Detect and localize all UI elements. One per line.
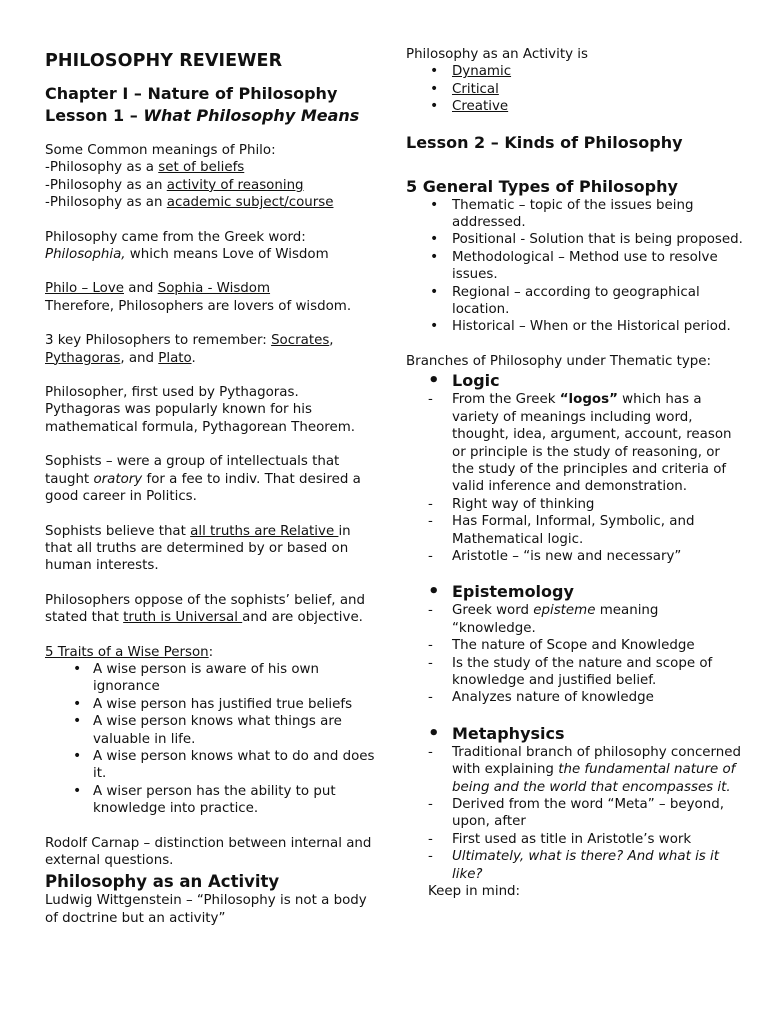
philosopher-name: Socrates [271,333,330,349]
list-item: • Methodological – Method use to resolve issues. [406,249,746,284]
philo-line [45,280,375,297]
wittgenstein-quote: Ludwig Wittgenstein – “Philosophy is not a body of doctrine but an activity” [45,893,367,926]
traits-title: 5 Traits of a Wise Person [45,644,209,660]
right-column [406,0,746,900]
list-item: - Derived from the word “Meta” – beyond, upon, after [406,796,746,831]
oratory-term: oratory [93,471,143,487]
activity-heading: Philosophy as an Activity [45,872,280,892]
philosopher-name: Plato [158,350,192,366]
meaning-underlined: activity of reasoning [166,177,304,193]
metaphysics-text: Traditional branch of philosophy concerned with explaining [452,744,742,778]
list-item [406,81,746,98]
types-heading: 5 General Types of Philosophy [406,176,678,196]
activity-list [406,63,746,115]
list-item [406,391,746,495]
activity-intro: Philosophy as an Activity is [406,47,588,62]
universal-truth: truth is Universal [123,610,243,626]
left-column [45,0,375,927]
list-item: - First used as title in Aristotle’s work [406,831,746,848]
list-item: - Right way of thinking [406,496,746,513]
sophists-text: for a fee to indiv. That desired a good career in Politics. [45,471,361,505]
metaphysics-emphasis: the fundamental nature of being and the world that encompasses it. [452,762,736,795]
lesson1-title: What Philosophy Means [143,106,360,125]
branches-intro: Branches of Philosophy under Thematic type: [406,353,712,369]
list-item: • Thematic – topic of the issues being addressed. [406,197,746,232]
philo-conclusion: Therefore, Philosophers are lovers of wisdom. [45,298,352,314]
sophists-belief [45,523,375,575]
relative-truth: all truths are Relative [190,523,339,539]
meaning-item [45,194,375,211]
meanings-heading: Some Common meanings of Philo: [45,143,276,158]
meaning-underlined: set of beliefs [158,160,245,176]
sophists-text: Sophists – were a group of intellectuals that taught [45,454,340,487]
separator: , and [120,350,159,366]
list-item: • Regional – according to geographical location. [406,284,746,319]
logic-text: From the Greek [452,392,560,408]
philosopher-name: Pythagoras [45,350,121,366]
belief-text: in that all truths are determined by or based on human interests. [45,523,351,574]
list-item: - Aristotle – “is new and necessary” [406,548,746,565]
lesson2-heading: Lesson 2 – Kinds of Philosophy [406,132,683,152]
belief-text: Sophists believe that [45,523,191,539]
list-item: • Historical – When or the Historical period. [406,318,746,335]
greek-word-line [45,246,375,263]
sophia-term: Sophia - Wisdom [157,281,271,297]
meanings-block [45,142,375,212]
epistemology-list [406,602,746,706]
list-item: • A wise person has justified true beliefs [45,696,375,713]
philo-and: and [123,281,158,297]
epistemology-text: Greek word [452,603,534,619]
metaphysics-question: Ultimately, what is there? And what is it like? [452,849,720,882]
logic-heading: • Logic [406,371,746,391]
greek-word: Philosophia, [45,247,126,263]
types-list [406,197,746,336]
key-philosophers [45,332,375,367]
lesson1-prefix: Lesson 1 – [45,106,144,125]
list-item: • A wise person is aware of his own ignorance [45,661,375,696]
key-intro: 3 key Philosophers to remember: [45,333,272,349]
episteme-term: episteme [533,603,596,619]
meaning-text: -Philosophy as an [45,195,167,211]
logic-text: which has a variety of meanings including word, thought, idea, argument, account, reason or principle is the study of reasoning, or the study of the principles and criteria of valid inference and demonstration. [452,392,732,495]
carnap-paragraph: Rodolf Carnap – distinction between internal and external questions. [45,835,372,868]
epistemology-section [406,582,746,706]
list-item [406,848,746,883]
logic-list [406,391,746,565]
lesson1-heading [45,105,375,127]
greek-meaning: which means Love of Wisdom [125,247,329,263]
logos-term: “logos” [559,392,618,408]
sophists-definition [45,453,375,505]
list-item: - Is the study of the nature and scope of knowledge and justified belief. [406,655,746,690]
list-item [406,744,746,796]
logic-section [406,371,746,565]
meaning-underlined: academic subject/course [166,195,334,211]
list-item: • Positional - Solution that is being proposed. [406,231,746,248]
list-item [406,63,746,80]
activity-trait: Critical [452,81,499,97]
philo-sophia [45,280,375,315]
traits-list [45,661,375,818]
separator: . [191,350,196,366]
list-item: • A wise person knows what things are valuable in life. [45,713,375,748]
traits-colon: : [208,644,214,660]
list-item: - Has Formal, Informal, Symbolic, and Mathematical logic. [406,513,746,548]
list-item [406,98,746,115]
keep-in-mind: Keep in mind: [428,884,521,900]
meaning-text: -Philosophy as a [45,160,159,176]
metaphysics-section [406,724,746,901]
greek-line: Philosophy came from the Greek word: [45,229,306,245]
meaning-item [45,177,375,194]
activity-trait: Creative [452,99,509,115]
activity-trait: Dynamic [452,64,512,80]
philosophers-oppose [45,592,375,627]
meaning-item [45,159,375,176]
document-title: PHILOSOPHY REVIEWER [45,51,283,71]
traits-heading [45,644,375,661]
list-item: • A wise person knows what to do and does it. [45,748,375,783]
epistemology-heading: • Epistemology [406,582,746,602]
separator: , [329,333,334,349]
oppose-text: and are objective. [242,610,363,626]
pythagoras-paragraph: Philosopher, first used by Pythagoras. Pythagoras was popularly known for his mathematical formula, Pythagorean Theorem. [45,385,356,435]
list-item: - Analyzes nature of knowledge [406,689,746,706]
list-item: - The nature of Scope and Knowledge [406,637,746,654]
list-item [406,602,746,637]
greek-origin [45,229,375,264]
epistemology-text: meaning “knowledge. [452,603,659,636]
oppose-text: Philosophers oppose of the sophists’ belief, and stated that [45,592,366,626]
philo-term: Philo – Love [45,281,124,297]
metaphysics-heading: • Metaphysics [406,724,746,744]
metaphysics-list [406,744,746,883]
chapter-heading: Chapter I – Nature of Philosophy [45,84,338,103]
meaning-text: -Philosophy as an [45,177,167,193]
list-item: • A wiser person has the ability to put knowledge into practice. [45,783,375,818]
traits-block [45,644,375,818]
